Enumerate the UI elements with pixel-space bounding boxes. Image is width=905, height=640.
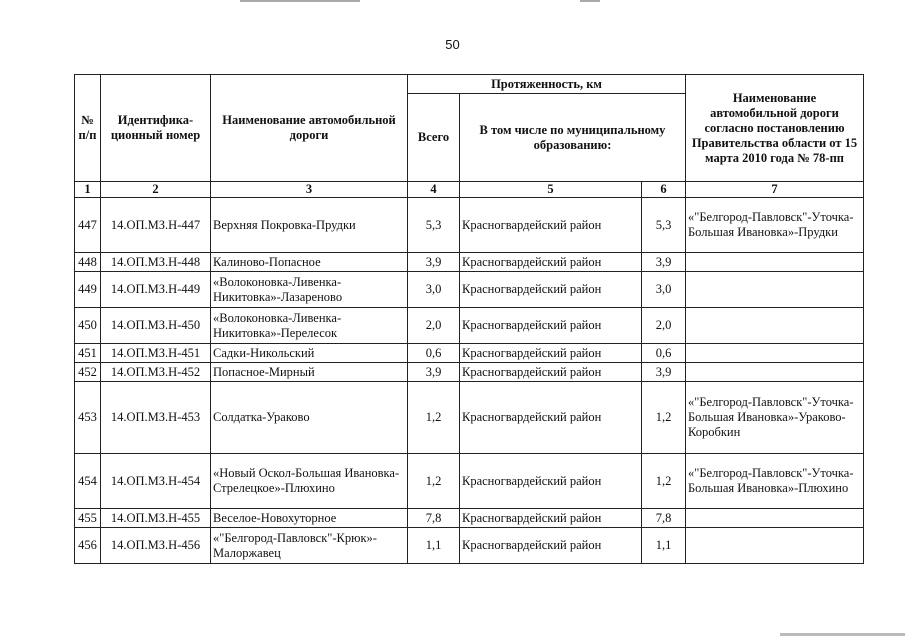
row-district: Красногвардейский район	[460, 363, 642, 382]
row-num: 451	[75, 344, 101, 363]
col-index: 7	[686, 182, 864, 198]
page-number: 50	[445, 37, 460, 52]
scan-artifact-top	[0, 0, 905, 3]
row-district: Красногвардейский район	[460, 528, 642, 564]
row-district: Красногвардейский район	[460, 253, 642, 272]
row-district: Красногвардейский район	[460, 382, 642, 454]
row-num: 449	[75, 272, 101, 308]
header-total: Всего	[408, 94, 460, 182]
table-row	[75, 454, 864, 509]
col-index: 2	[101, 182, 211, 198]
row-id: 14.ОП.МЗ.Н-449	[101, 272, 211, 308]
roads-table	[74, 74, 864, 564]
row-decree	[686, 363, 864, 382]
header-length-group: Протяженность, км	[408, 75, 686, 94]
row-district-length: 5,3	[642, 198, 686, 253]
row-district-length: 1,1	[642, 528, 686, 564]
row-id: 14.ОП.МЗ.Н-452	[101, 363, 211, 382]
row-decree: «"Белгород-Павловск"-Уточка-Большая Ивановка»-Прудки	[686, 198, 864, 253]
row-district-length: 7,8	[642, 509, 686, 528]
header-id: Идентифика-ционный номер	[101, 75, 211, 182]
col-index: 6	[642, 182, 686, 198]
row-total: 3,0	[408, 272, 460, 308]
table-row	[75, 253, 864, 272]
row-district: Красногвардейский район	[460, 198, 642, 253]
row-num: 450	[75, 308, 101, 344]
table-row	[75, 198, 864, 253]
row-district-length: 3,0	[642, 272, 686, 308]
row-name: «Новый Оскол-Большая Ивановка-Стрелецкое»-Плюхино	[211, 454, 408, 509]
row-total: 3,9	[408, 363, 460, 382]
row-name: «Волоконовка-Ливенка-Никитовка»-Перелесок	[211, 308, 408, 344]
row-total: 5,3	[408, 198, 460, 253]
row-id: 14.ОП.МЗ.Н-451	[101, 344, 211, 363]
row-name: Веселое-Новохуторное	[211, 509, 408, 528]
row-name: «"Белгород-Павловск"-Крюк»-Малоржавец	[211, 528, 408, 564]
row-num: 454	[75, 454, 101, 509]
row-name: «Волоконовка-Ливенка-Никитовка»-Лазареново	[211, 272, 408, 308]
row-total: 7,8	[408, 509, 460, 528]
row-total: 1,2	[408, 454, 460, 509]
row-decree	[686, 308, 864, 344]
row-id: 14.ОП.МЗ.Н-455	[101, 509, 211, 528]
column-index-row	[75, 182, 864, 198]
table-row	[75, 382, 864, 454]
row-total: 0,6	[408, 344, 460, 363]
row-name: Верхняя Покровка-Прудки	[211, 198, 408, 253]
row-decree: «"Белгород-Павловск"-Уточка-Большая Ивановка»-Плюхино	[686, 454, 864, 509]
header-row-1	[75, 75, 864, 94]
header-name: Наименование автомобильной дороги	[211, 75, 408, 182]
row-num: 448	[75, 253, 101, 272]
row-num: 453	[75, 382, 101, 454]
table-row	[75, 344, 864, 363]
scan-artifact-bottom	[780, 633, 905, 636]
row-name: Солдатка-Ураково	[211, 382, 408, 454]
row-id: 14.ОП.МЗ.Н-453	[101, 382, 211, 454]
header-decree: Наименование автомобильной дороги согласно постановлению Правительства области от 15 марта 2010 года № 78-пп	[686, 75, 864, 182]
row-num: 452	[75, 363, 101, 382]
row-num: 455	[75, 509, 101, 528]
row-num: 447	[75, 198, 101, 253]
row-id: 14.ОП.МЗ.Н-456	[101, 528, 211, 564]
table-row	[75, 272, 864, 308]
row-num: 456	[75, 528, 101, 564]
row-decree	[686, 272, 864, 308]
row-district-length: 3,9	[642, 363, 686, 382]
row-decree: «"Белгород-Павловск"-Уточка-Большая Ивановка»-Ураково-Коробкин	[686, 382, 864, 454]
table-row	[75, 509, 864, 528]
row-district-length: 1,2	[642, 382, 686, 454]
row-id: 14.ОП.МЗ.Н-454	[101, 454, 211, 509]
row-district: Красногвардейский район	[460, 509, 642, 528]
table-row	[75, 528, 864, 564]
row-total: 1,1	[408, 528, 460, 564]
col-index: 1	[75, 182, 101, 198]
col-index: 3	[211, 182, 408, 198]
row-district: Красногвардейский район	[460, 344, 642, 363]
header-incl: В том числе по муниципальному образованию:	[460, 94, 686, 182]
row-decree	[686, 253, 864, 272]
row-district: Красногвардейский район	[460, 272, 642, 308]
row-id: 14.ОП.МЗ.Н-447	[101, 198, 211, 253]
row-district-length: 2,0	[642, 308, 686, 344]
row-total: 1,2	[408, 382, 460, 454]
row-name: Калиново-Попасное	[211, 253, 408, 272]
col-index: 4	[408, 182, 460, 198]
row-name: Попасное-Мирный	[211, 363, 408, 382]
table-row	[75, 308, 864, 344]
row-district-length: 3,9	[642, 253, 686, 272]
col-index: 5	[460, 182, 642, 198]
row-district-length: 0,6	[642, 344, 686, 363]
row-total: 3,9	[408, 253, 460, 272]
row-decree	[686, 528, 864, 564]
row-total: 2,0	[408, 308, 460, 344]
row-decree	[686, 344, 864, 363]
row-district: Красногвардейский район	[460, 308, 642, 344]
row-decree	[686, 509, 864, 528]
header-num: № п/п	[75, 75, 101, 182]
row-id: 14.ОП.МЗ.Н-448	[101, 253, 211, 272]
row-name: Садки-Никольский	[211, 344, 408, 363]
row-district-length: 1,2	[642, 454, 686, 509]
table-row	[75, 363, 864, 382]
row-district: Красногвардейский район	[460, 454, 642, 509]
row-id: 14.ОП.МЗ.Н-450	[101, 308, 211, 344]
